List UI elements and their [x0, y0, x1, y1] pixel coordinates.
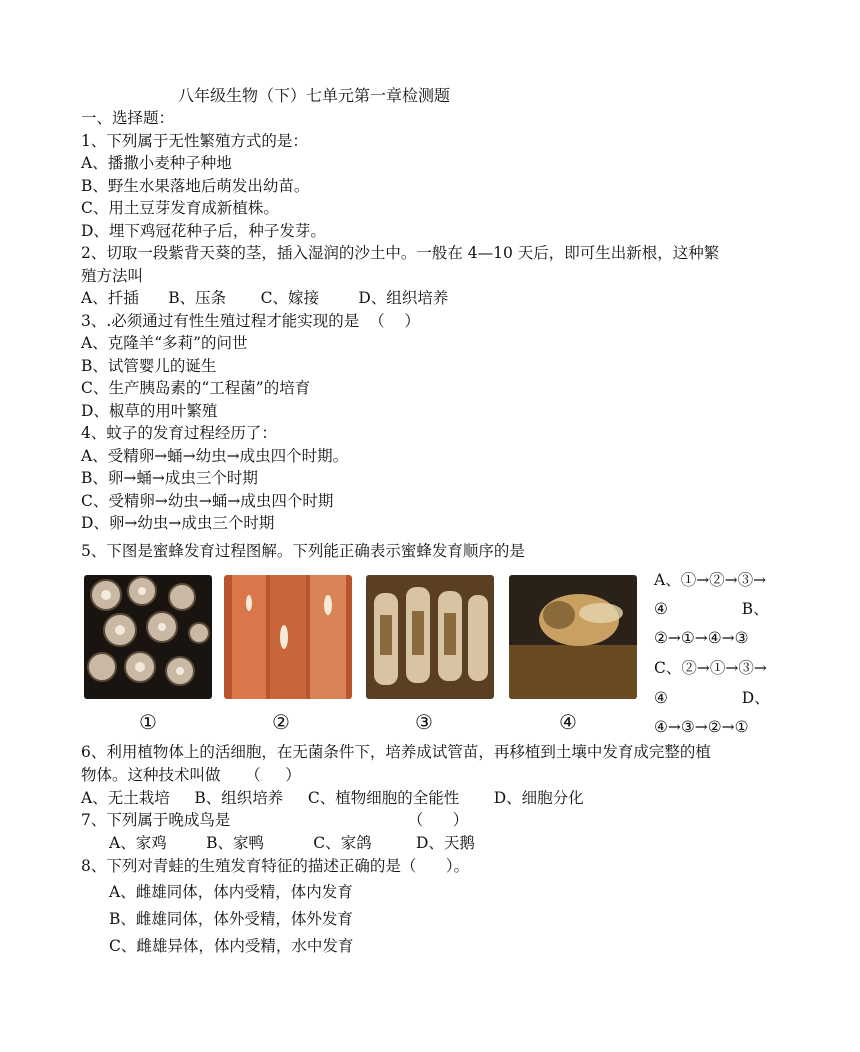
q2-options: A、扦插 B、压条 C、嫁接 D、组织培养	[81, 289, 449, 307]
caption-3: ③	[415, 710, 433, 734]
q8-stem: 8、下列对青蛙的生殖发育特征的描述正确的是（ ）。	[81, 857, 470, 875]
section-label: 一、选择题：	[81, 109, 175, 127]
q8-option-c: C、雌雄异体，体内受精，水中发育	[109, 937, 354, 955]
q3-option-c: C、生产胰岛素的“工程菌”的培育	[81, 379, 311, 397]
q1-option-b: B、野生水果落地后萌发出幼苗。	[81, 177, 310, 195]
q6-stem-line2: 物体。这种技术叫做 （ ）	[81, 766, 301, 784]
q7-stem: 7、下列属于晚成鸟是 （ ）	[81, 811, 469, 829]
q8-option-b: B、雌雄同体，体外受精，体外发育	[109, 910, 353, 928]
q3-stem: 3、.必须通过有性生殖过程才能实现的是 （ ）	[81, 312, 420, 330]
q5-option-line-4: C、②→①→③→	[654, 659, 767, 677]
q3-option-a: A、克隆羊“多莉”的问世	[81, 334, 248, 352]
q1-option-c: C、用土豆芽发育成新植株。	[81, 199, 279, 217]
caption-2: ②	[272, 710, 290, 734]
q4-stem: 4、蚊子的发育过程经历了：	[81, 424, 277, 442]
q5-option-line-5: ④ D、	[654, 689, 770, 707]
q8-option-a: A、雌雄同体，体内受精，体内发育	[109, 883, 353, 901]
bee-larva-photo	[224, 575, 352, 699]
q5-option-line-1: A、①→②→③→	[654, 571, 767, 589]
q2-stem-line2: 殖方法叫	[81, 267, 144, 285]
q2-stem-line1: 2、切取一段紫背天葵的茎，插入湿润的沙土中。一般在 4—10 天后，即可生出新根，这种繁	[81, 244, 720, 262]
q1-option-d: D、埋下鸡冠花种子后，种子发芽。	[81, 222, 326, 240]
page-title: 八年级生物（下）七单元第一章检测题	[178, 86, 451, 105]
q3-option-b: B、试管婴儿的诞生	[81, 357, 217, 375]
q1-stem: 1、下列属于无性繁殖方式的是：	[81, 132, 308, 150]
q5-option-line-2: ④ B、	[654, 600, 769, 618]
bee-egg-photo	[84, 575, 212, 699]
caption-1: ①	[139, 710, 157, 734]
q4-option-a: A、受精卵→蛹→幼虫→成虫四个时期。	[81, 447, 349, 465]
q4-option-c: C、受精卵→幼虫→蛹→成虫四个时期	[81, 492, 334, 510]
q4-option-d: D、卵→幼虫→成虫三个时期	[81, 514, 275, 532]
bee-pupa-photo	[366, 575, 494, 699]
q1-option-a: A、播撒小麦种子种地	[81, 154, 232, 172]
q5-option-line-3: ②→①→④→③	[654, 629, 749, 647]
q6-stem-line1: 6、利用植物体上的活细胞，在无菌条件下，培养成试管苗，再移植到土壤中发育成完整的植	[81, 743, 711, 761]
q5-stem: 5、下图是蜜蜂发育过程图解。下列能正确表示蜜蜂发育顺序的是	[81, 542, 525, 560]
bee-adult-photo	[509, 575, 637, 699]
q5-option-line-6: ④→③→②→①	[654, 718, 749, 736]
q7-options: A、家鸡 B、家鸭 C、家鸽 D、天鹅	[109, 834, 475, 852]
q6-options: A、无土栽培 B、组织培养 C、植物细胞的全能性 D、细胞分化	[81, 789, 584, 807]
caption-4: ④	[559, 710, 577, 734]
q3-option-d: D、椒草的用叶繁殖	[81, 402, 218, 420]
q4-option-b: B、卵→蛹→成虫三个时期	[81, 469, 258, 487]
